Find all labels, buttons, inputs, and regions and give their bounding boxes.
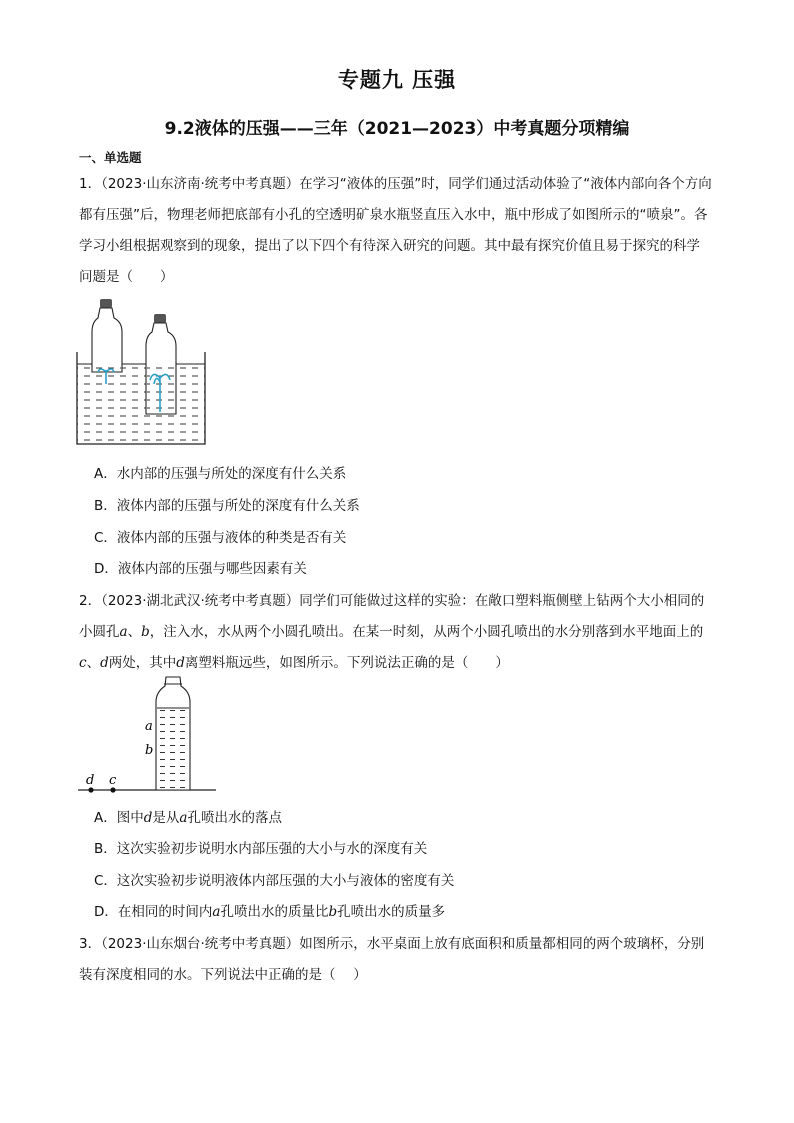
hole-b-label: b (145, 743, 154, 758)
q2-option-a: A．图中d是从a孔喷出水的落点 (94, 810, 282, 826)
q2-line-1: 2．（2023·湖北武汉·统考中考真题）同学们可能做过这样的实验：在敞口塑料瓶侧壁上钻两个大小相同的 (79, 593, 705, 609)
page-subtitle: 9.2液体的压强——三年（2021—2023）中考真题分项精编 (164, 119, 630, 139)
q1-option-c: C．液体内部的压强与液体的种类是否有关 (94, 530, 347, 546)
q1-option-b: B．液体内部的压强与所处的深度有什么关系 (94, 498, 360, 514)
section-heading: 一、单选题 (79, 150, 142, 165)
q3-line-1: 3．（2023·山东烟台·统考中考真题）如图所示，水平桌面上放有底面积和质量都相同的两个玻璃杯，分别 (79, 936, 705, 952)
q1-option-a: A．水内部的压强与所处的深度有什么关系 (94, 466, 347, 482)
q1-line-4: 问题是（ ） (79, 269, 174, 285)
q2-line-3: c、d两处，其中d离塑料瓶远些，如图所示。下列说法正确的是（ ） (79, 655, 509, 671)
q1-line-1: 1．（2023·山东济南·统考中考真题）在学习“液体的压强”时，同学们通过活动体验了“液体内部向各个方向 (79, 176, 712, 192)
q1-fountain-bottles-figure (70, 292, 215, 452)
q2-option-b: B．这次实验初步说明水内部压强的大小与水的深度有关 (94, 841, 428, 857)
q2-line-2: 小圆孔a、b，注入水，水从两个小圆孔喷出。在某一时刻，从两个小圆孔喷出的水分别落到水平地面上的 (79, 624, 704, 640)
q1-option-d: D．液体内部的压强与哪些因素有关 (94, 561, 307, 577)
q2-bottle-holes-figure (78, 672, 218, 797)
q1-line-3: 学习小组根据观察到的现象，提出了以下四个有待深入研究的问题。其中最有探究价值且易于探究的科学 (79, 238, 700, 254)
page-title: 专题九 压强 (337, 68, 457, 92)
point-d-label: d (86, 773, 95, 788)
q1-line-2: 都有压强”后，物理老师把底部有小孔的空透明矿泉水瓶竖直压入水中，瓶中形成了如图所示的“喷泉”。各 (79, 207, 708, 223)
q2-option-d: D．在相同的时间内a孔喷出水的质量比b孔喷出水的质量多 (94, 904, 446, 920)
q3-line-2: 装有深度相同的水。下列说法中正确的是（ ） (79, 967, 367, 983)
point-c-label: c (109, 773, 117, 788)
q2-option-c: C．这次实验初步说明液体内部压强的大小与液体的密度有关 (94, 873, 455, 889)
hole-a-label: a (145, 719, 153, 734)
